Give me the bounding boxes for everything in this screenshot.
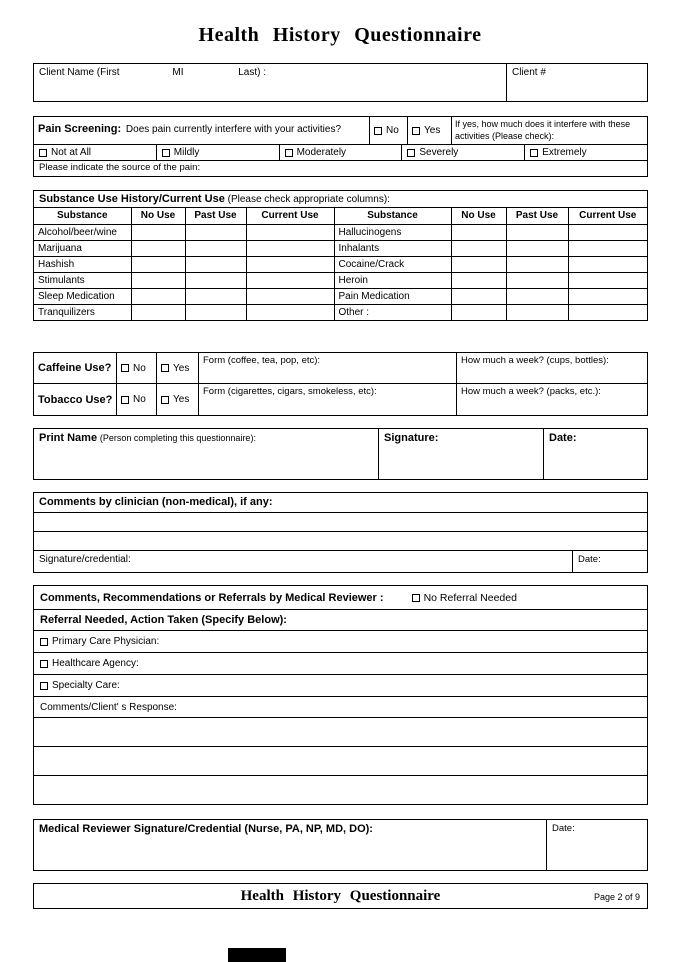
medical-reviewer-signature-section [33, 819, 648, 871]
check-cell[interactable] [131, 240, 185, 256]
specialty-care-label: Specialty Care: [52, 680, 120, 691]
check-cell[interactable] [568, 256, 647, 272]
substance-name: Stimulants [34, 272, 131, 288]
client-name-field[interactable] [34, 64, 507, 101]
check-cell[interactable] [451, 240, 506, 256]
check-cell[interactable] [506, 240, 568, 256]
substance-header-row [34, 208, 647, 224]
check-cell[interactable] [246, 240, 334, 256]
substance-title-note: (Please check appropriate columns): [227, 194, 390, 205]
pain-level-label: Not at All [51, 147, 92, 158]
footer-title: Health History Questionnaire [240, 888, 441, 904]
substance-name: Other : [334, 304, 451, 320]
check-cell[interactable] [246, 272, 334, 288]
print-name-section [33, 428, 648, 480]
medical-reviewer-signature-label: Medical Reviewer Signature/Credential (Nurse, PA, NP, MD, DO): [39, 823, 373, 835]
tobacco-no-label: No [133, 394, 146, 405]
pain-level-label: Severely [419, 147, 459, 158]
pain-level-checkbox[interactable] [39, 149, 47, 157]
referral-primary-care-row[interactable] [34, 631, 647, 653]
tobacco-form-field[interactable]: Form (cigarettes, cigars, smokeless, etc): [198, 384, 456, 415]
check-cell[interactable] [185, 272, 246, 288]
pain-level-checkbox[interactable] [162, 149, 170, 157]
substance-name: Pain Medication [334, 288, 451, 304]
substance-row [34, 304, 647, 320]
primary-care-checkbox[interactable] [40, 638, 48, 646]
pain-level-checkbox[interactable] [285, 149, 293, 157]
substance-name: Hallucinogens [334, 224, 451, 240]
check-cell[interactable] [131, 256, 185, 272]
signature-label: Signature: [384, 432, 439, 444]
pain-screening-section [33, 116, 648, 177]
medical-reviewer-signature-field[interactable] [34, 820, 547, 870]
check-cell[interactable] [451, 288, 506, 304]
pain-level-label: Moderately [296, 147, 347, 158]
substance-name: Cocaine/Crack [334, 256, 451, 272]
substance-name: Marijuana [34, 240, 131, 256]
check-cell[interactable] [185, 240, 246, 256]
pain-source-field[interactable]: Please indicate the source of the pain: [39, 162, 201, 173]
medical-reviewer-date-field[interactable]: Date: [552, 823, 575, 834]
col-header: Current Use [246, 208, 334, 224]
substance-row [34, 240, 647, 256]
col-header: Past Use [185, 208, 246, 224]
check-cell[interactable] [451, 256, 506, 272]
check-cell[interactable] [131, 272, 185, 288]
pain-level-label: Extremely [542, 147, 587, 158]
client-info-section [33, 63, 648, 102]
check-cell[interactable] [451, 272, 506, 288]
tobacco-amount-field[interactable]: How much a week? (packs, etc.): [456, 384, 647, 415]
reviewer-comments-line[interactable] [34, 718, 647, 747]
caffeine-amount-field[interactable]: How much a week? (cups, bottles): [456, 353, 647, 383]
referral-action-label: Referral Needed, Action Taken (Specify Below): [40, 614, 287, 626]
pain-screening-label: Pain Screening: [38, 123, 122, 135]
check-cell[interactable] [506, 304, 568, 320]
footer-bar [33, 883, 648, 909]
check-cell[interactable] [568, 304, 647, 320]
client-number-label: Client # [512, 67, 546, 78]
substance-name: Sleep Medication [34, 288, 131, 304]
check-cell[interactable] [568, 224, 647, 240]
tobacco-yes-label: Yes [173, 394, 190, 405]
substance-use-section [33, 190, 648, 321]
caffeine-label: Caffeine Use? [38, 362, 112, 374]
col-header: Past Use [506, 208, 568, 224]
tobacco-no-checkbox[interactable] [121, 396, 129, 404]
caffeine-yes-label: Yes [173, 362, 190, 374]
check-cell[interactable] [185, 224, 246, 240]
check-cell[interactable] [246, 256, 334, 272]
pain-level-checkbox[interactable] [407, 149, 415, 157]
check-cell[interactable] [185, 304, 246, 320]
check-cell[interactable] [568, 240, 647, 256]
check-cell[interactable] [506, 272, 568, 288]
pain-level-label: Mildly [173, 147, 200, 158]
tobacco-yes-cell[interactable] [156, 384, 198, 415]
client-response-row[interactable] [34, 697, 647, 718]
clinician-date-field[interactable]: Date: [572, 551, 647, 572]
primary-care-label: Primary Care Physician: [52, 636, 160, 647]
substance-name: Inhalants [334, 240, 451, 256]
scan-artifact [228, 948, 286, 962]
pain-level-extremely[interactable] [524, 145, 647, 160]
healthcare-agency-checkbox[interactable] [40, 660, 48, 668]
pain-no-cell[interactable] [369, 117, 407, 144]
pain-yes-checkbox[interactable] [412, 127, 420, 135]
caffeine-form-field[interactable]: Form (coffee, tea, pop, etc): [198, 353, 456, 383]
check-cell[interactable] [246, 304, 334, 320]
healthcare-agency-label: Healthcare Agency: [52, 658, 139, 669]
client-mi-label: MI [172, 67, 184, 78]
no-referral-cell[interactable] [412, 592, 517, 604]
check-cell[interactable] [246, 288, 334, 304]
client-number-field[interactable] [507, 64, 647, 101]
caffeine-no-cell[interactable] [116, 353, 156, 383]
client-response-label: Comments/Client' s Response: [40, 701, 177, 713]
no-referral-label: No Referral Needed [423, 591, 517, 604]
pain-level-moderately[interactable] [279, 145, 402, 160]
substance-row [34, 224, 647, 240]
tobacco-label: Tobacco Use? [38, 393, 113, 406]
col-header: Substance [34, 208, 131, 224]
substance-row [34, 256, 647, 272]
caffeine-no-checkbox[interactable] [121, 364, 129, 372]
tobacco-no-cell[interactable] [116, 384, 156, 415]
clinician-comments-line[interactable] [34, 513, 647, 532]
substance-name: Alcohol/beer/wine [34, 224, 131, 240]
client-last-label: Last) : [238, 67, 267, 78]
substance-name: Heroin [334, 272, 451, 288]
pain-level-severely[interactable] [401, 145, 524, 160]
substance-title [34, 191, 647, 208]
page-title: Health History Questionnaire [198, 24, 482, 46]
check-cell[interactable] [506, 288, 568, 304]
date-field[interactable] [544, 429, 647, 479]
date-label: Date: [549, 432, 577, 444]
no-referral-checkbox[interactable] [412, 594, 420, 602]
check-cell[interactable] [131, 288, 185, 304]
pain-question-cell [34, 117, 369, 144]
substance-row [34, 272, 647, 288]
reviewer-comments-line[interactable] [34, 776, 647, 804]
referral-healthcare-agency-row[interactable] [34, 653, 647, 675]
medical-reviewer-section [33, 585, 648, 805]
tobacco-yes-checkbox[interactable] [161, 396, 169, 404]
substance-name: Tranquilizers [38, 306, 95, 318]
clinician-signature-row [34, 551, 647, 572]
print-name-note: (Person completing this questionnaire): [99, 433, 256, 443]
substance-title-text: Substance Use History/Current Use [39, 193, 225, 205]
check-cell[interactable] [568, 288, 647, 304]
tobacco-row [34, 384, 647, 415]
check-cell[interactable] [568, 272, 647, 288]
caffeine-row [34, 353, 647, 384]
caffeine-tobacco-section [33, 352, 648, 416]
client-name-label: Client Name (First [39, 67, 120, 78]
print-name-label: Print Name [39, 432, 98, 444]
check-cell[interactable] [451, 304, 506, 320]
check-cell[interactable] [131, 224, 185, 240]
caffeine-no-label: No [133, 362, 146, 374]
substance-table [34, 208, 647, 320]
reviewer-title: Comments, Recommendations or Referrals by Medical Reviewer : [40, 591, 384, 604]
pain-levels-row [34, 145, 647, 161]
substance-name: Hashish [34, 256, 131, 272]
pain-question-text: Does pain currently interfere with your activities? [125, 124, 342, 135]
check-cell[interactable] [246, 224, 334, 240]
col-header: Substance [334, 208, 451, 224]
pain-level-not-at-all[interactable] [34, 145, 156, 160]
print-name-field[interactable] [34, 429, 379, 479]
referral-specialty-care-row[interactable] [34, 675, 647, 697]
pain-no-label: No [386, 125, 399, 136]
check-cell[interactable] [506, 256, 568, 272]
signature-field[interactable] [379, 429, 544, 479]
col-header: No Use [131, 208, 185, 224]
clinician-comments-title: Comments by clinician (non-medical), if any: [34, 493, 647, 513]
clinician-comments-section [33, 492, 648, 573]
clinician-comments-line[interactable] [34, 532, 647, 551]
pain-yes-cell[interactable] [407, 117, 451, 144]
check-cell[interactable] [185, 288, 246, 304]
check-cell[interactable] [451, 224, 506, 240]
specialty-care-checkbox[interactable] [40, 682, 48, 690]
pain-question-row [34, 117, 647, 145]
pain-yes-label: Yes [424, 125, 441, 136]
caffeine-yes-checkbox[interactable] [161, 364, 169, 372]
check-cell[interactable] [131, 304, 185, 320]
clinician-signature-field[interactable]: Signature/credential: [39, 554, 131, 565]
reviewer-title-row [34, 586, 647, 610]
caffeine-yes-cell[interactable] [156, 353, 198, 383]
col-header: Current Use [568, 208, 647, 224]
page-number: Page 2 of 9 [593, 892, 640, 902]
substance-row [34, 288, 647, 304]
pain-ifyes-note: If yes, how much does it interfere with these activities (Please check): [451, 117, 647, 144]
check-cell[interactable] [185, 256, 246, 272]
pain-level-checkbox[interactable] [530, 149, 538, 157]
pain-no-checkbox[interactable] [374, 127, 382, 135]
reviewer-comments-line[interactable] [34, 747, 647, 776]
referral-action-row [34, 610, 647, 631]
col-header: No Use [451, 208, 506, 224]
check-cell[interactable] [506, 224, 568, 240]
pain-level-mildly[interactable] [156, 145, 279, 160]
